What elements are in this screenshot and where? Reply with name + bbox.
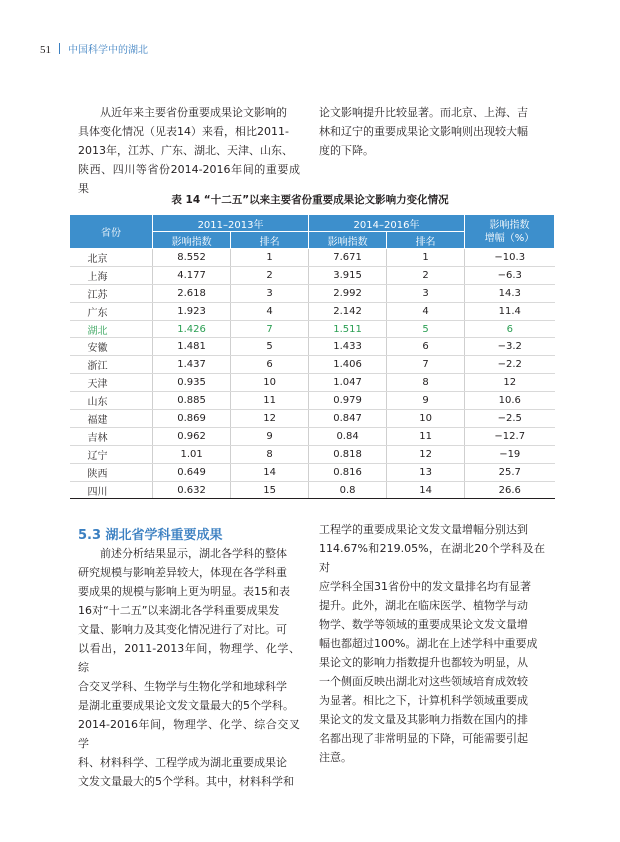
table-row bbox=[70, 338, 555, 356]
index-2014-cell: 0.8 bbox=[309, 481, 387, 499]
rank-2014-cell: 2 bbox=[387, 266, 465, 284]
change-cell: 12 bbox=[465, 374, 555, 392]
section-line: 果论文的影响力指数提升也都较为明显，从 bbox=[319, 656, 528, 669]
rank-2014-cell: 10 bbox=[387, 410, 465, 428]
index-2011-cell: 0.632 bbox=[153, 481, 231, 499]
rank-2011-cell: 9 bbox=[231, 427, 309, 445]
section-line: 以看出，2011-2013年间，物理学、化学、综 bbox=[78, 642, 300, 674]
change-header-line2: 增幅（%） bbox=[484, 232, 535, 244]
section-left-column bbox=[78, 544, 300, 791]
rank-2011-cell: 2 bbox=[231, 266, 309, 284]
column-header-period-2014-2016: 2014–2016年 bbox=[309, 215, 465, 232]
change-header-line1: 影响指数 bbox=[489, 219, 530, 231]
index-2011-cell: 4.177 bbox=[153, 266, 231, 284]
index-2011-cell: 0.885 bbox=[153, 392, 231, 410]
intro-line: 具体变化情况（见表14）来看，相比2011- bbox=[78, 125, 289, 138]
table-row bbox=[70, 266, 555, 284]
province-cell: 江苏 bbox=[70, 284, 153, 302]
table-row bbox=[70, 481, 555, 499]
subheader-rank-2011: 排名 bbox=[231, 232, 309, 249]
index-2014-cell: 0.816 bbox=[309, 463, 387, 481]
section-line: 前述分析结果显示，湖北各学科的整体 bbox=[100, 547, 287, 560]
section-line: 是湖北重要成果论文发文量最大的5个学科。 bbox=[78, 699, 294, 712]
change-cell: 10.6 bbox=[465, 392, 555, 410]
province-cell: 四川 bbox=[70, 481, 153, 499]
change-cell: −12.7 bbox=[465, 427, 555, 445]
province-cell: 浙江 bbox=[70, 356, 153, 374]
index-2014-cell: 1.511 bbox=[309, 320, 387, 338]
section-heading: 5.3 湖北省学科重要成果 bbox=[78, 528, 223, 543]
rank-2011-cell: 3 bbox=[231, 284, 309, 302]
change-cell: −3.2 bbox=[465, 338, 555, 356]
change-cell: −19 bbox=[465, 445, 555, 463]
rank-2011-cell: 15 bbox=[231, 481, 309, 499]
index-2011-cell: 2.618 bbox=[153, 284, 231, 302]
rank-2014-cell: 3 bbox=[387, 284, 465, 302]
change-cell: 6 bbox=[465, 320, 555, 338]
rank-2014-cell: 8 bbox=[387, 374, 465, 392]
table-row bbox=[70, 284, 555, 302]
index-2011-cell: 0.935 bbox=[153, 374, 231, 392]
rank-2014-cell: 9 bbox=[387, 392, 465, 410]
section-line: 要成果的规模与影响上更为明显。表15和表 bbox=[78, 585, 290, 598]
table-row bbox=[70, 445, 555, 463]
section-line: 科、材料科学、工程学成为湖北重要成果论 bbox=[78, 756, 287, 769]
header-divider bbox=[59, 43, 60, 54]
section-right-column bbox=[319, 520, 545, 767]
intro-line: 从近年来主要省份重要成果论文影响的 bbox=[100, 106, 287, 119]
index-2014-cell: 7.671 bbox=[309, 249, 387, 267]
change-cell: 14.3 bbox=[465, 284, 555, 302]
province-cell: 北京 bbox=[70, 249, 153, 267]
rank-2014-cell: 6 bbox=[387, 338, 465, 356]
table-row bbox=[70, 392, 555, 410]
column-header-change bbox=[465, 215, 555, 249]
table-row bbox=[70, 427, 555, 445]
table-row bbox=[70, 249, 555, 267]
index-2014-cell: 2.992 bbox=[309, 284, 387, 302]
intro-right-column bbox=[319, 103, 545, 160]
province-cell: 山东 bbox=[70, 392, 153, 410]
index-2014-cell: 0.847 bbox=[309, 410, 387, 428]
table-row bbox=[70, 320, 555, 338]
rank-2014-cell: 5 bbox=[387, 320, 465, 338]
table-row bbox=[70, 302, 555, 320]
province-cell: 安徽 bbox=[70, 338, 153, 356]
province-cell: 吉林 bbox=[70, 427, 153, 445]
change-cell: −10.3 bbox=[465, 249, 555, 267]
change-cell: −6.3 bbox=[465, 266, 555, 284]
intro-line: 陕西、四川等省份2014-2016年间的重要成果 bbox=[78, 163, 300, 195]
rank-2014-cell: 12 bbox=[387, 445, 465, 463]
section-line: 文量、影响力及其变化情况进行了对比。可 bbox=[78, 623, 287, 636]
section-line: 2014-2016年间，物理学、化学、综合交叉学 bbox=[78, 718, 300, 750]
index-2011-cell: 1.481 bbox=[153, 338, 231, 356]
section-line: 一个侧面反映出湖北对这些领域培育成效较 bbox=[319, 675, 528, 688]
province-cell: 广东 bbox=[70, 302, 153, 320]
section-line: 注意。 bbox=[319, 751, 352, 764]
province-cell: 福建 bbox=[70, 410, 153, 428]
column-header-province: 省份 bbox=[70, 215, 153, 249]
rank-2014-cell: 4 bbox=[387, 302, 465, 320]
page-number: 51 bbox=[40, 44, 51, 56]
change-cell: −2.5 bbox=[465, 410, 555, 428]
index-2011-cell: 1.426 bbox=[153, 320, 231, 338]
province-impact-table bbox=[69, 214, 555, 499]
index-2014-cell: 0.84 bbox=[309, 427, 387, 445]
rank-2014-cell: 1 bbox=[387, 249, 465, 267]
index-2011-cell: 0.869 bbox=[153, 410, 231, 428]
province-cell: 陕西 bbox=[70, 463, 153, 481]
section-line: 研究规模与影响差异较大，体现在各学科重 bbox=[78, 566, 287, 579]
table-row bbox=[70, 410, 555, 428]
section-line: 工程学的重要成果论文发文量增幅分别达到 bbox=[319, 523, 528, 536]
province-cell: 湖北 bbox=[70, 320, 153, 338]
rank-2011-cell: 14 bbox=[231, 463, 309, 481]
index-2014-cell: 1.047 bbox=[309, 374, 387, 392]
index-2011-cell: 1.923 bbox=[153, 302, 231, 320]
column-header-period-2011-2013: 2011–2013年 bbox=[153, 215, 309, 232]
index-2011-cell: 1.437 bbox=[153, 356, 231, 374]
rank-2011-cell: 1 bbox=[231, 249, 309, 267]
change-cell: 11.4 bbox=[465, 302, 555, 320]
index-2014-cell: 2.142 bbox=[309, 302, 387, 320]
running-head: 中国科学中的湖北 bbox=[68, 45, 148, 56]
rank-2011-cell: 11 bbox=[231, 392, 309, 410]
index-2014-cell: 0.979 bbox=[309, 392, 387, 410]
section-line: 幅也都超过100%。湖北在上述学科中重要成 bbox=[319, 637, 538, 650]
index-2014-cell: 1.406 bbox=[309, 356, 387, 374]
index-2011-cell: 0.649 bbox=[153, 463, 231, 481]
section-line: 应学科全国31省份中的发文量排名均有显著 bbox=[319, 580, 531, 593]
rank-2011-cell: 10 bbox=[231, 374, 309, 392]
subheader-index-2011: 影响指数 bbox=[153, 232, 231, 249]
rank-2011-cell: 12 bbox=[231, 410, 309, 428]
index-2014-cell: 3.915 bbox=[309, 266, 387, 284]
index-2014-cell: 0.818 bbox=[309, 445, 387, 463]
change-cell: −2.2 bbox=[465, 356, 555, 374]
province-cell: 天津 bbox=[70, 374, 153, 392]
intro-line: 2013年，江苏、广东、湖北、天津、山东、 bbox=[78, 144, 293, 157]
index-2014-cell: 1.433 bbox=[309, 338, 387, 356]
change-cell: 26.6 bbox=[465, 481, 555, 499]
table-row bbox=[70, 374, 555, 392]
rank-2011-cell: 5 bbox=[231, 338, 309, 356]
section-line: 果论文的发文量及其影响力指数在国内的排 bbox=[319, 713, 528, 726]
index-2011-cell: 8.552 bbox=[153, 249, 231, 267]
intro-line: 论文影响提升比较显著。而北京、上海、吉 bbox=[319, 106, 528, 119]
page-header bbox=[40, 42, 148, 58]
index-2011-cell: 1.01 bbox=[153, 445, 231, 463]
province-cell: 上海 bbox=[70, 266, 153, 284]
section-line: 名都出现了非常明显的下降，可能需要引起 bbox=[319, 732, 528, 745]
section-line: 为显著。相比之下，计算机科学领域重要成 bbox=[319, 694, 528, 707]
change-cell: 25.7 bbox=[465, 463, 555, 481]
subheader-index-2014: 影响指数 bbox=[309, 232, 387, 249]
rank-2014-cell: 11 bbox=[387, 427, 465, 445]
intro-line: 度的下降。 bbox=[319, 144, 374, 157]
section-line: 114.67%和219.05%，在湖北20个学科及在对 bbox=[319, 542, 545, 574]
rank-2011-cell: 8 bbox=[231, 445, 309, 463]
section-line: 文发文量最大的5个学科。其中，材料科学和 bbox=[78, 775, 294, 788]
rank-2014-cell: 13 bbox=[387, 463, 465, 481]
table-row bbox=[70, 356, 555, 374]
intro-line: 林和辽宁的重要成果论文影响则出现较大幅 bbox=[319, 125, 528, 138]
rank-2011-cell: 4 bbox=[231, 302, 309, 320]
province-cell: 辽宁 bbox=[70, 445, 153, 463]
intro-left-column bbox=[78, 103, 300, 198]
table-title: 表 14 “十二五”以来主要省份重要成果论文影响力变化情况 bbox=[171, 194, 449, 206]
rank-2014-cell: 7 bbox=[387, 356, 465, 374]
index-2011-cell: 0.962 bbox=[153, 427, 231, 445]
rank-2011-cell: 6 bbox=[231, 356, 309, 374]
section-line: 16对“十二五”以来湖北各学科重要成果发 bbox=[78, 604, 280, 617]
table-row bbox=[70, 463, 555, 481]
section-line: 物学、数学等领域的重要成果论文发文量增 bbox=[319, 618, 528, 631]
rank-2014-cell: 14 bbox=[387, 481, 465, 499]
section-line: 提升。此外，湖北在临床医学、植物学与动 bbox=[319, 599, 528, 612]
subheader-rank-2014: 排名 bbox=[387, 232, 465, 249]
section-line: 合交叉学科、生物学与生物化学和地球科学 bbox=[78, 680, 287, 693]
rank-2011-cell: 7 bbox=[231, 320, 309, 338]
